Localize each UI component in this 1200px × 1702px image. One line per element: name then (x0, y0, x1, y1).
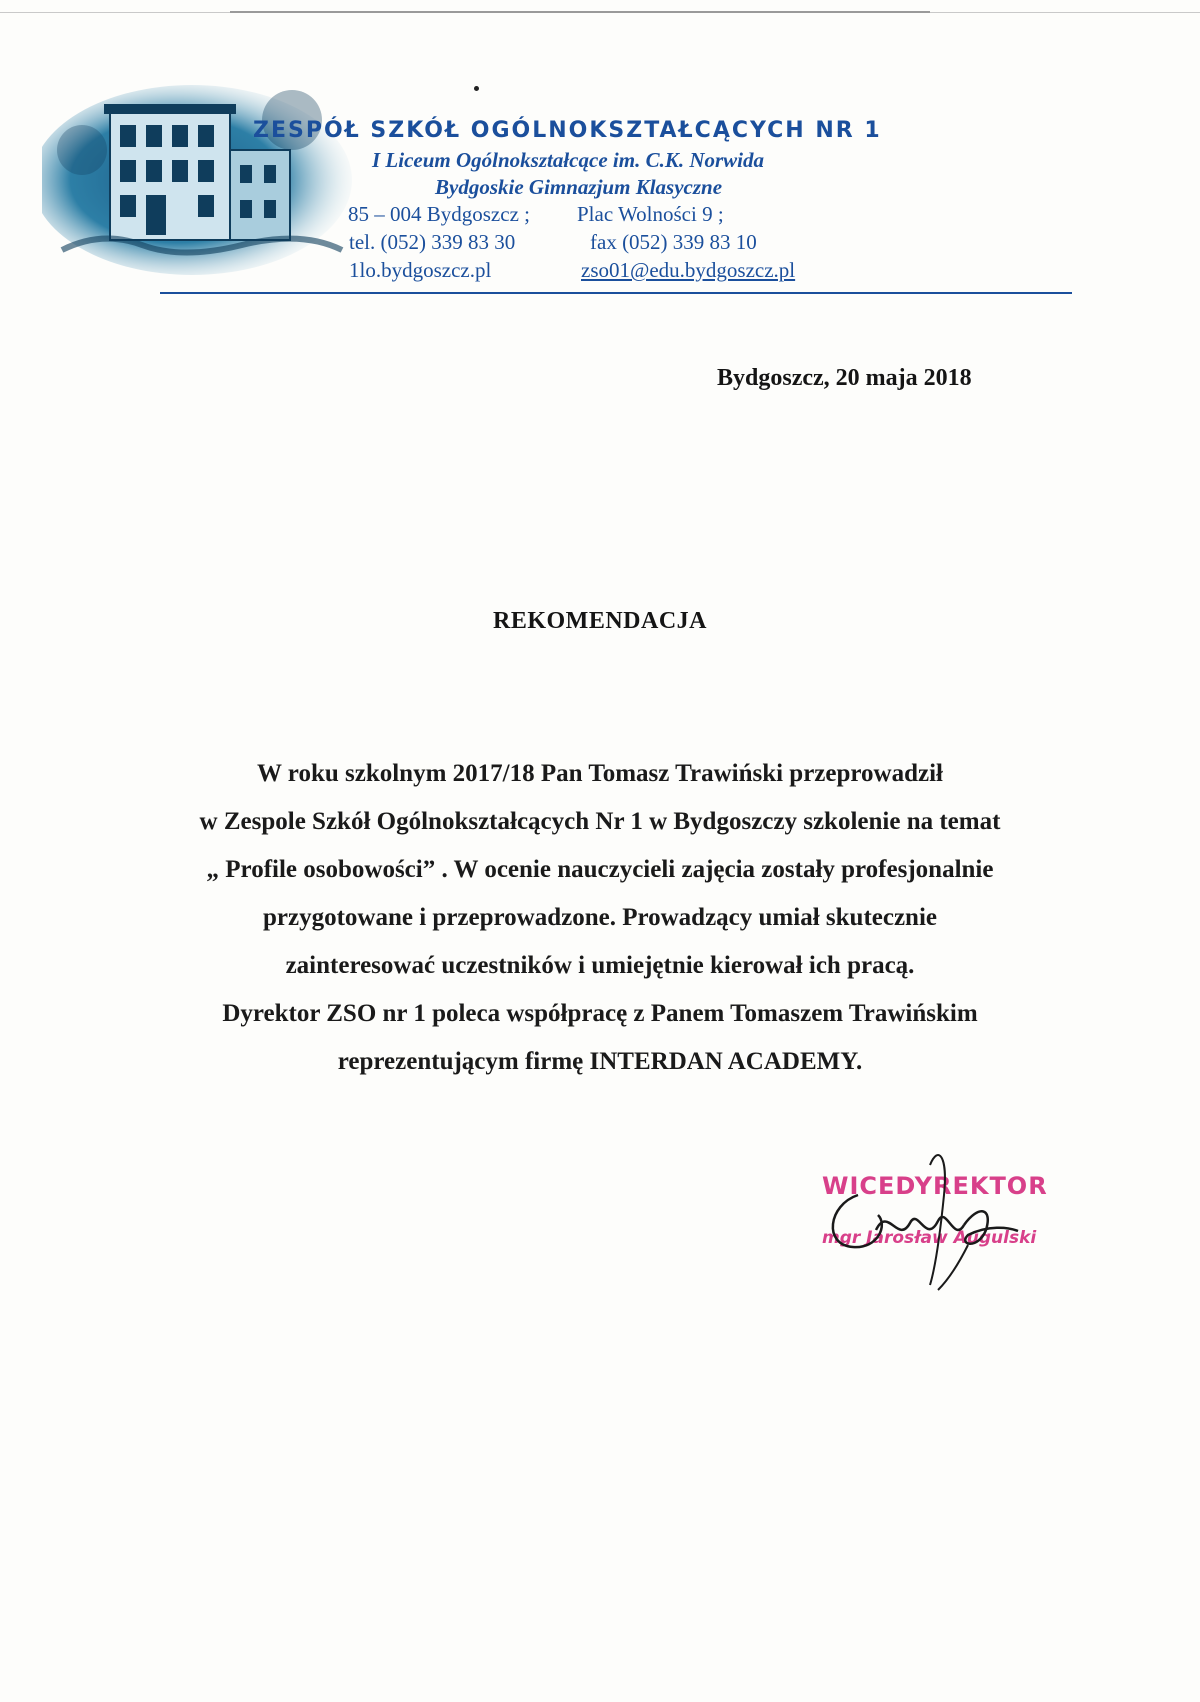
body-line: przygotowane i przeprowadzone. Prowadzący umiał skutecznie (263, 904, 937, 931)
address-city: 85 – 004 Bydgoszcz ; (348, 202, 530, 226)
school-building-logo (42, 80, 362, 280)
letterhead-divider (160, 292, 1072, 294)
fax-number: fax (052) 339 83 10 (590, 230, 757, 254)
ink-dot (474, 86, 479, 91)
email-link: zso01@edu.bydgoszcz.pl (581, 258, 796, 282)
body-line: „ Profile osobowości” . W ocenie nauczycieli zajęcia zostały profesjonalnie (206, 856, 994, 883)
letterhead (0, 60, 1200, 300)
school-subtitle-gymnasium: Bydgoskie Gimnazjum Klasyczne (435, 175, 723, 199)
body-line: W roku szkolnym 2017/18 Pan Tomasz Trawiński przeprowadził (257, 760, 943, 787)
body-line: Dyrektor ZSO nr 1 poleca współpracę z Panem Tomaszem Trawińskim (222, 1000, 978, 1027)
phone-number: tel. (052) 339 83 30 (349, 230, 516, 254)
letter-body (0, 750, 1200, 1086)
letter-date: Bydgoszcz, 20 maja 2018 (717, 365, 972, 391)
stamp-signatory-name: mgr Jarosław Augulski (822, 1228, 1037, 1248)
school-subtitle-lyceum: I Liceum Ogólnokształcące im. C.K. Norwida (372, 148, 765, 172)
body-line: reprezentującym firmę INTERDAN ACADEMY. (337, 1048, 863, 1075)
stamp-title: WICEDYREKTOR (822, 1172, 1048, 1200)
letter-title: REKOMENDACJA (493, 608, 707, 634)
scan-edge-shadow (230, 11, 930, 13)
body-line: zainteresować uczestników i umiejętnie kierował ich pracą. (285, 952, 915, 979)
address-street: Plac Wolności 9 ; (577, 202, 724, 226)
website-link: 1lo.bydgoszcz.pl (349, 258, 492, 282)
handwritten-signature (818, 1135, 1038, 1295)
school-name: ZESPÓŁ SZKÓŁ OGÓLNOKSZTAŁCĄCYCH NR 1 (253, 118, 882, 143)
body-line: w Zespole Szkół Ogólnokształcących Nr 1 w Bydgoszczy szkolenie na temat (199, 808, 1001, 835)
